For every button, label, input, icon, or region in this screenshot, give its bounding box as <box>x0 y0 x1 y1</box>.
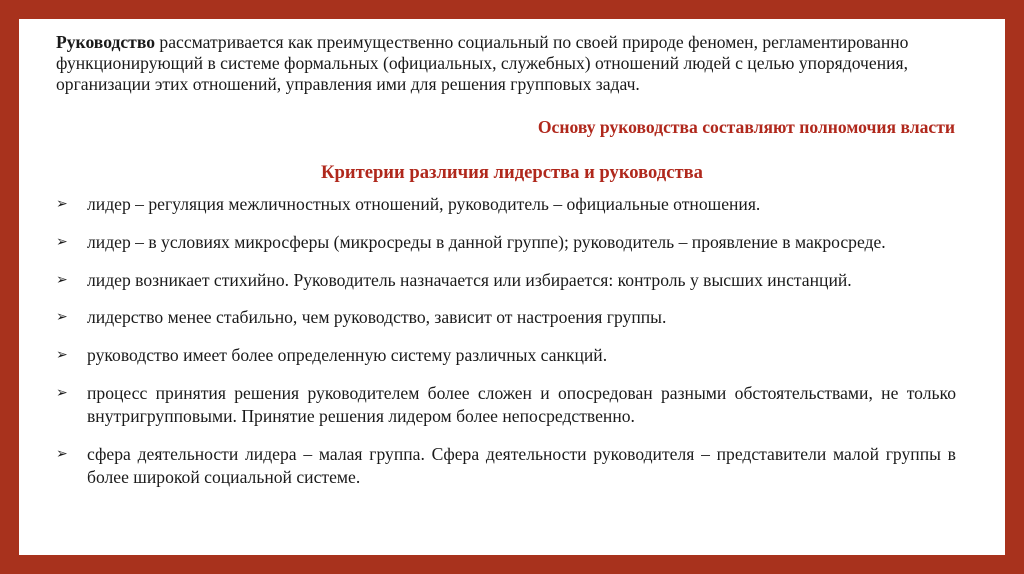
list-item <box>56 344 956 367</box>
list-item <box>56 193 956 216</box>
arrow-bullet-icon: ➢ <box>56 445 68 462</box>
list-item <box>56 382 956 428</box>
arrow-bullet-icon: ➢ <box>56 271 68 288</box>
list-item-text: лидер возникает стихийно. Руководитель назначается или избирается: контроль у высших инстанций. <box>87 269 852 290</box>
slide <box>19 19 1005 555</box>
criteria-list <box>56 193 956 504</box>
arrow-bullet-icon: ➢ <box>56 384 68 401</box>
power-line: Основу руководства составляют полномочия власти <box>537 117 955 137</box>
list-item-text: лидер – регуляция межличностных отношений, руководитель – официальные отношения. <box>87 194 761 214</box>
list-item-text: лидер – в условиях микросферы (микросреды в данной группе); руководитель – проявление в макросреде. <box>87 231 886 252</box>
list-item <box>56 231 956 254</box>
intro-paragraph <box>56 32 976 95</box>
intro-text: рассматривается как преимущественно социальный по своей природе феномен, регламентированно функционирующий в системе формальных (официальных, служебных) отношений людей с целью упорядочения, организации этих отношений, управления ими для решения групповых задач. <box>56 32 909 94</box>
list-item-text: руководство имеет более определенную систему различных санкций. <box>87 345 608 366</box>
arrow-bullet-icon: ➢ <box>56 233 68 250</box>
criteria-heading: Критерии различия лидерства и руководства <box>321 162 703 183</box>
arrow-bullet-icon: ➢ <box>56 309 68 326</box>
arrow-bullet-icon: ➢ <box>56 196 68 212</box>
list-item <box>56 443 956 489</box>
list-item <box>56 306 956 329</box>
list-item-text: лидерство менее стабильно, чем руководство, зависит от настроения группы. <box>87 307 667 328</box>
intro-term: Руководство <box>56 32 156 52</box>
list-item <box>56 269 956 292</box>
arrow-bullet-icon: ➢ <box>56 347 68 364</box>
list-item-text: процесс принятия решения руководителем более сложен и опосредован разными обстоятельствами, не только внутригрупповыми. Принятие решения лидером более непосредственно. <box>87 382 956 426</box>
list-item-text: сфера деятельности лидера – малая группа. Сфера деятельности руководителя – представители малой группы в более широкой социальной системе. <box>87 443 956 487</box>
